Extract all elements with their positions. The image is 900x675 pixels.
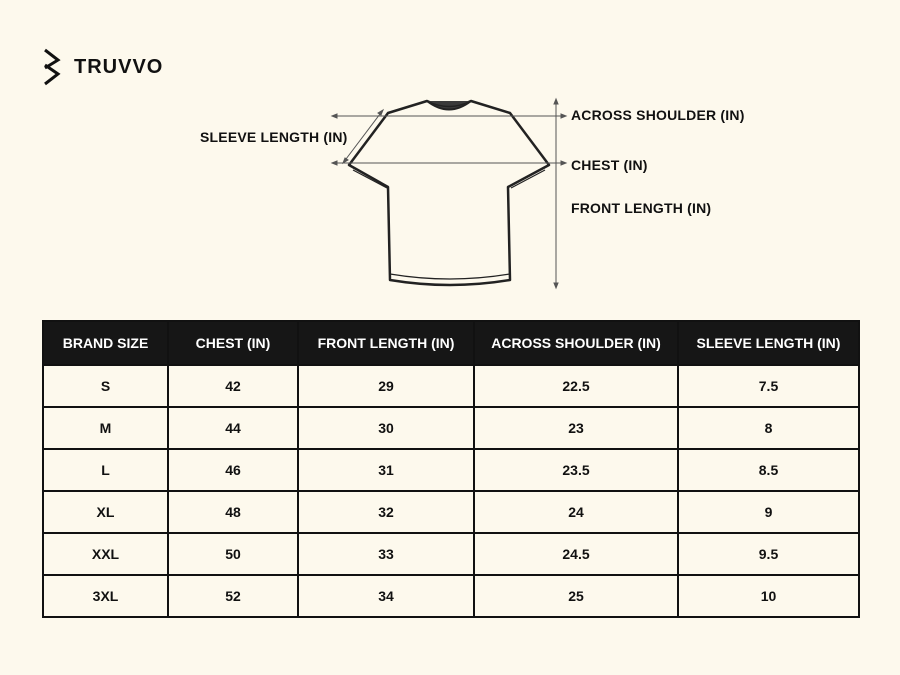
cell-front-length: 32 xyxy=(298,491,474,533)
cell-front-length: 33 xyxy=(298,533,474,575)
front-length-label: FRONT LENGTH (IN) xyxy=(571,200,712,216)
cell-front-length: 34 xyxy=(298,575,474,617)
cell-chest: 50 xyxy=(168,533,298,575)
header-front-length: FRONT LENGTH (IN) xyxy=(298,321,474,365)
across-shoulder-label: ACROSS SHOULDER (IN) xyxy=(571,107,745,123)
cell-front-length: 31 xyxy=(298,449,474,491)
table-row xyxy=(43,575,859,617)
chest-label: CHEST (IN) xyxy=(571,157,648,173)
cell-sleeve-length: 8.5 xyxy=(678,449,859,491)
cell-size: S xyxy=(43,365,168,407)
table-row xyxy=(43,491,859,533)
cell-across-shoulder: 23 xyxy=(474,407,678,449)
cell-sleeve-length: 10 xyxy=(678,575,859,617)
cell-size: 3XL xyxy=(43,575,168,617)
table-row xyxy=(43,449,859,491)
cell-chest: 52 xyxy=(168,575,298,617)
header-sleeve-length: SLEEVE LENGTH (IN) xyxy=(678,321,859,365)
header-chest: CHEST (IN) xyxy=(168,321,298,365)
tshirt-diagram xyxy=(0,0,900,300)
cell-front-length: 30 xyxy=(298,407,474,449)
table-row xyxy=(43,365,859,407)
cell-sleeve-length: 9.5 xyxy=(678,533,859,575)
brand-name: TRUVVO xyxy=(74,55,164,78)
cell-chest: 42 xyxy=(168,365,298,407)
table-header-row xyxy=(43,321,859,365)
cell-chest: 44 xyxy=(168,407,298,449)
tshirt-illustration xyxy=(0,0,900,300)
cell-sleeve-length: 9 xyxy=(678,491,859,533)
cell-across-shoulder: 23.5 xyxy=(474,449,678,491)
cell-chest: 46 xyxy=(168,449,298,491)
cell-size: XL xyxy=(43,491,168,533)
table-row xyxy=(43,407,859,449)
header-across-shoulder: ACROSS SHOULDER (IN) xyxy=(474,321,678,365)
cell-across-shoulder: 24.5 xyxy=(474,533,678,575)
cell-across-shoulder: 25 xyxy=(474,575,678,617)
sleeve-length-label: SLEEVE LENGTH (IN) xyxy=(200,129,348,145)
header-brand-size: BRAND SIZE xyxy=(43,321,168,365)
cell-sleeve-length: 8 xyxy=(678,407,859,449)
cell-across-shoulder: 24 xyxy=(474,491,678,533)
cell-sleeve-length: 7.5 xyxy=(678,365,859,407)
table-row xyxy=(43,533,859,575)
size-chart-table xyxy=(42,320,860,618)
cell-size: M xyxy=(43,407,168,449)
cell-chest: 48 xyxy=(168,491,298,533)
cell-size: XXL xyxy=(43,533,168,575)
cell-across-shoulder: 22.5 xyxy=(474,365,678,407)
cell-front-length: 29 xyxy=(298,365,474,407)
cell-size: L xyxy=(43,449,168,491)
